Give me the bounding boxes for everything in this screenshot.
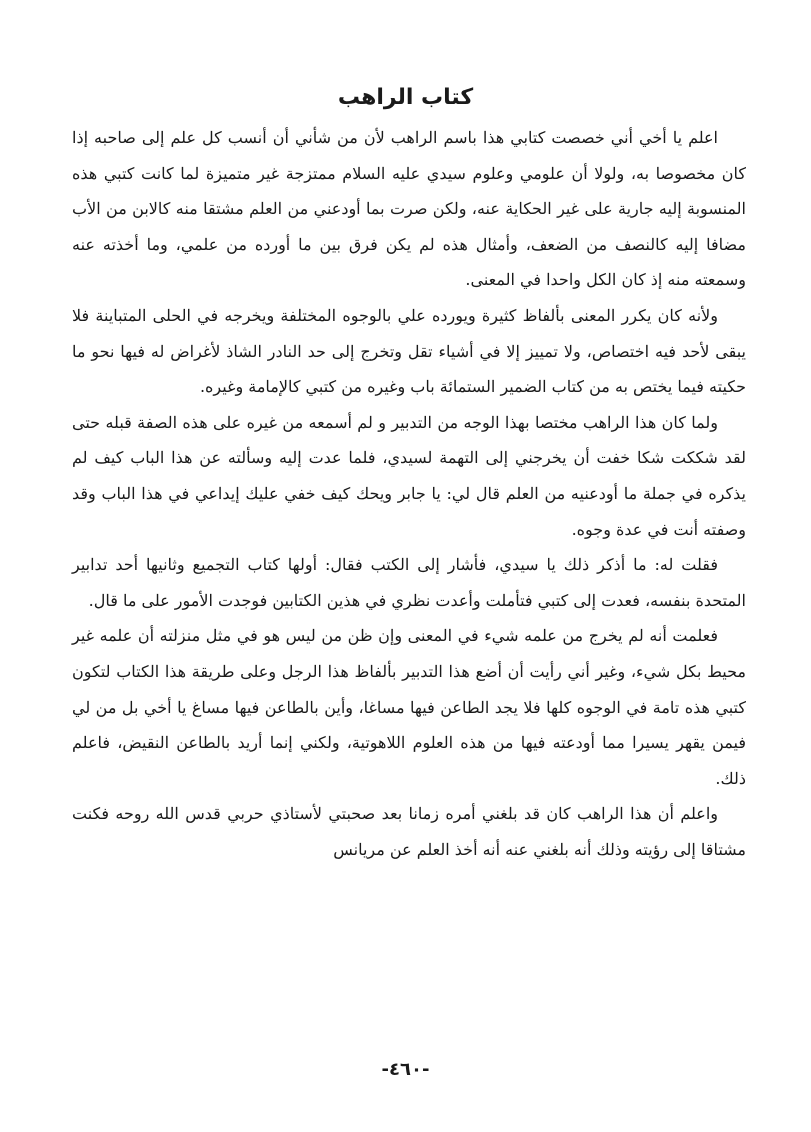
paragraph-6: واعلم أن هذا الراهب كان قد بلغني أمره زمانا بعد صحبتي لأستاذي حربي قدس الله روحه فكنت مشتاقا إلى رؤيته وذلك أنه بلغني عنه أنه أخذ العلم عن مريانس [72,804,746,859]
body-text [72,120,746,867]
paragraph-4: فقلت له: ما أذكر ذلك يا سيدي، فأشار إلى الكتب فقال: أولها كتاب التجميع وثانيها أحد تدابير المتحدة بنفسه، فعدت إلى كتبي فتأملت وأعدت نظري في هذين الكتابين فوجدت الأمور على ما قال. [72,555,746,610]
page-number: -٤٦٠- [381,1059,430,1080]
page-title: كتاب الراهب [337,85,474,110]
paragraph-1: اعلم يا أخي أني خصصت كتابي هذا باسم الراهب لأن من شأني أن أنسب كل علم إلى صاحبه إذا كان مخصوصا به، ولولا أن علومي وعلوم سيدي عليه السلام ممتزجة غير متميزة لما كانت كتبي هذه المنسوبة إليه جارية على غير الحكاية عنه، ولكن صرت بما أودعني من العلم مشتقا منه كالابن من الأب مضافا إليه كالنصف من الضعف، وأمثال هذه لم يكن فرق بين ما أورده من علمي، وما أخذته عنه وسمعته منه إذ كان الكل واحدا في المعنى. [72,128,746,290]
paragraph-5: فعلمت أنه لم يخرج من علمه شيء في المعنى وإن ظن من ليس هو في مثل منزلته أن علمه غير محيط بكل شيء، وغير أني رأيت أن أضع هذا التدبير بألفاظ هذا الرجل وعلى طريقة هذا الكتاب لتكون كتبي هذه تامة في الوجوه كلها فلا يجد الطاعن فيها مساغا، وأين بالطاعن فيها مساغ يا أخي بل من لي فيمن يقهر يسيرا مما أودعته فيها من هذه العلوم اللاهوتية، ولكني إنما أريد بالطاعن النقيض، فاعلم ذلك. [72,626,747,788]
paragraph-2: ولأنه كان يكرر المعنى بألفاظ كثيرة ويورده علي بالوجوه المختلفة ويخرجه في الحلى المتباينة فلا يبقى لأحد فيه اختصاص، ولا تمييز إلا في أشياء تقل وتخرج إلى حد النادر الشاذ لأغراض له فيها نحو ما حكيته فيما يختص به من كتاب الضمير الستمائة باب وغيره من كتبي كالإمامة وغيره. [72,305,746,397]
paragraph-3: ولما كان هذا الراهب مختصا بهذا الوجه من التدبير و لم أسمعه من غيره على هذه الصفة قبله حتى لقد شككت شكا خفت أن يخرجني إلى التهمة لسيدي، فلما عدت إليه وسألته عن هذا الباب كيف لم يذكره في جملة ما أودعنيه من العلم قال لي: يا جابر ويحك كيف خفي عليك إيداعي في هذا الباب وقد وصفته أنت في عدة وجوه. [72,412,747,539]
